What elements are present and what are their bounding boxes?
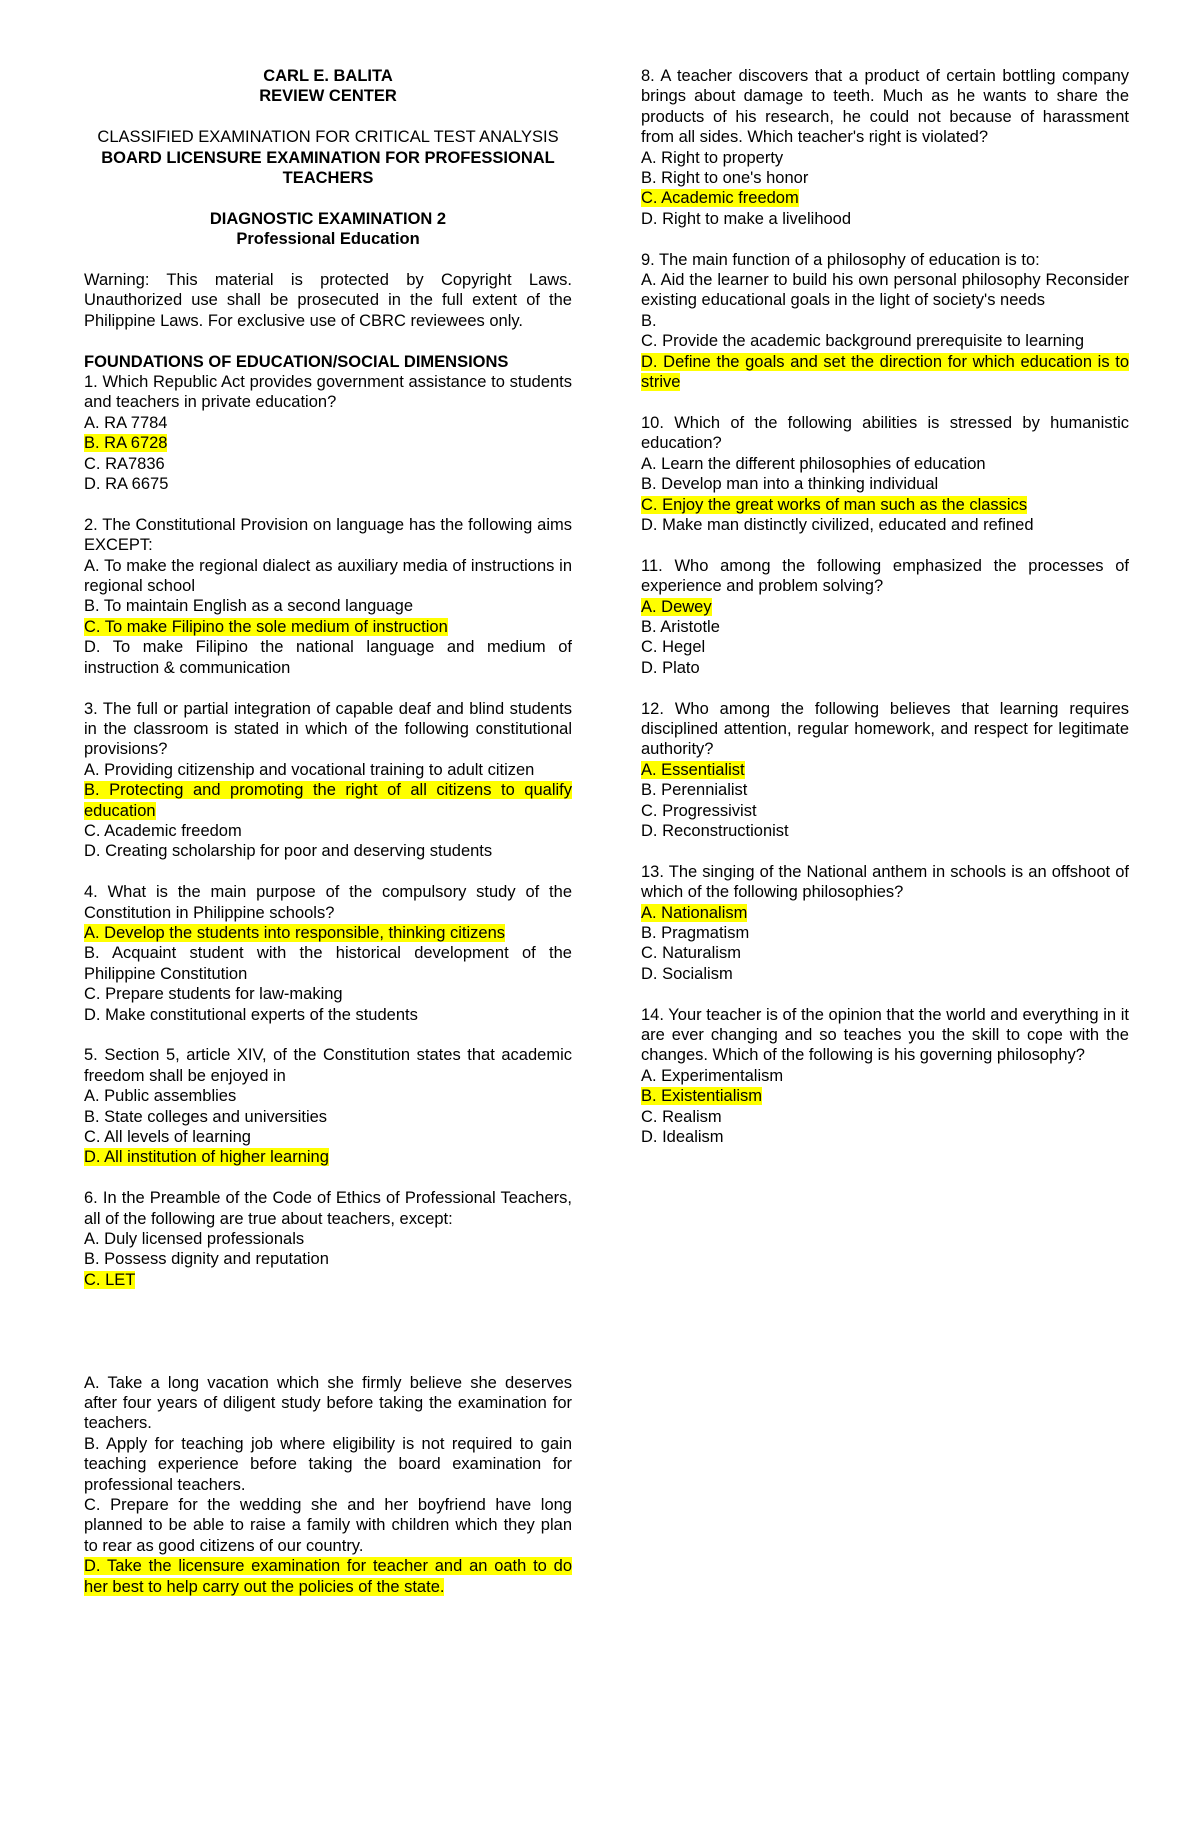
question-9	[641, 250, 1129, 393]
option-c: C. Naturalism	[641, 944, 741, 963]
option-b: B. To maintain English as a second language	[84, 597, 414, 616]
question-10	[641, 413, 1129, 535]
option-c-answer: C. Academic freedom	[641, 189, 799, 208]
option-c-answer: C. LET	[84, 1270, 136, 1289]
question-stem: 4. What is the main purpose of the compulsory study of the Constitution in Philippine schools?	[84, 883, 572, 922]
option-b: B. Possess dignity and reputation	[84, 1250, 329, 1269]
option-c-answer: C. To make Filipino the sole medium of instruction	[84, 617, 448, 636]
option-a: A. Learn the different philosophies of education	[641, 454, 986, 473]
header-subtitle: REVIEW CENTER	[259, 87, 397, 106]
option-c: C. RA7836	[84, 454, 165, 473]
option-d: D. Make man distinctly civilized, educated and refined	[641, 515, 1034, 534]
question-14	[641, 1005, 1129, 1148]
question-1	[84, 372, 572, 494]
option-c: C. Academic freedom	[84, 821, 242, 840]
option-c: C. Provide the academic background prerequisite to learning	[641, 332, 1085, 351]
option-d: D. RA 6675	[84, 475, 169, 494]
option-d: D. To make Filipino the national language and medium of instruction & communication	[84, 638, 572, 677]
option-a: A. Duly licensed professionals	[84, 1230, 305, 1249]
question-stem: 3. The full or partial integration of capable deaf and blind students in the classroom is stated in which of the following constitutional provisions?	[84, 699, 572, 759]
option-d: D. Plato	[641, 658, 700, 677]
question-stem: 13. The singing of the National anthem in schools is an offshoot of which of the following philosophies?	[641, 862, 1129, 902]
option-a-answer: A. Essentialist	[641, 760, 745, 779]
copyright-warning: Warning: This material is protected by Copyright Laws. Unauthorized use shall be prosecuted in the full extent of the Philippine Laws. For exclusive use of CBRC reviewees only.	[84, 271, 572, 330]
left-column	[84, 66, 572, 1617]
option-b: B. Develop man into a thinking individual	[641, 475, 939, 494]
question-11	[641, 556, 1129, 678]
option-d-answer: D. All institution of higher learning	[84, 1148, 329, 1167]
question-stem: 6. In the Preamble of the Code of Ethics of Professional Teachers, all of the following are true about teachers, except:	[84, 1189, 572, 1228]
option-a: A. RA 7784	[84, 413, 168, 432]
option-b-answer: B. Existentialism	[641, 1087, 763, 1106]
option-d-answer: D. Define the goals and set the direction for which education is to strive	[641, 352, 1129, 392]
question-stem: 1. Which Republic Act provides government assistance to students and teachers in private education?	[84, 373, 572, 412]
subject-title: Professional Education	[236, 230, 420, 249]
option-d: D. Creating scholarship for poor and deserving students	[84, 842, 493, 861]
option-c: C. Progressivist	[641, 801, 757, 820]
question-stem: 14. Your teacher is of the opinion that the world and everything in it are ever changing and so teaches you the skill to cope with the changes. Which of the following is his governing philosophy?	[641, 1005, 1129, 1065]
question-stem: 2. The Constitutional Provision on language has the following aims EXCEPT:	[84, 515, 572, 555]
option-c: C. Realism	[641, 1107, 722, 1126]
exam-classification: CLASSIFIED EXAMINATION FOR CRITICAL TEST ANALYSIS	[97, 128, 559, 147]
option-a: A. Providing citizenship and vocational training to adult citizen	[84, 760, 535, 779]
option-b: B.	[641, 311, 657, 330]
option-b: B. Apply for teaching job where eligibility is not required to gain teaching experience before taking the board examination for professional teachers.	[84, 1434, 572, 1494]
option-a-answer: A. Develop the students into responsible, thinking citizens	[84, 923, 505, 942]
option-d: D. Right to make a livelihood	[641, 209, 852, 228]
option-b-answer: B. RA 6728	[84, 434, 168, 453]
option-a-answer: A. Dewey	[641, 597, 712, 616]
option-c-answer: C. Enjoy the great works of man such as the classics	[641, 495, 1028, 514]
option-c: C. Prepare students for law-making	[84, 985, 343, 1004]
option-d: D. Make constitutional experts of the students	[84, 1005, 418, 1024]
question-7	[84, 1373, 572, 1597]
section-title: FOUNDATIONS OF EDUCATION/SOCIAL DIMENSIONS	[84, 352, 509, 371]
option-a: A. To make the regional dialect as auxiliary media of instructions in regional school	[84, 556, 572, 596]
option-b: B. Right to one's honor	[641, 169, 809, 188]
question-3	[84, 699, 572, 862]
diagnostic-title: DIAGNOSTIC EXAMINATION 2	[209, 209, 447, 228]
question-stem: 8. A teacher discovers that a product of certain bottling company brings about damage to teeth. Much as he wants to share the products of his research, he could not because of harassment from all sides. Which teacher's right is violated?	[641, 67, 1129, 147]
option-a: A. Experimentalism	[641, 1066, 784, 1085]
option-b: B. Pragmatism	[641, 923, 750, 942]
question-4	[84, 882, 572, 1025]
question-8	[641, 66, 1129, 229]
question-stem: 5. Section 5, article XIV, of the Constitution states that academic freedom shall be enjoyed in	[84, 1046, 572, 1085]
question-stem: 10. Which of the following abilities is stressed by humanistic education?	[641, 413, 1129, 453]
option-d: D. Idealism	[641, 1128, 724, 1147]
option-a-answer: A. Nationalism	[641, 903, 748, 922]
option-b: B. State colleges and universities	[84, 1107, 328, 1126]
question-12	[641, 699, 1129, 842]
option-d: D. Socialism	[641, 964, 733, 983]
question-6	[84, 1188, 572, 1290]
question-stem: 9. The main function of a philosophy of education is to:	[641, 250, 1040, 269]
question-stem: 12. Who among the following believes that learning requires disciplined attention, regular homework, and respect for legitimate authority?	[641, 699, 1129, 759]
header-title: CARL E. BALITA	[263, 67, 393, 85]
option-b-answer: B. Protecting and promoting the right of all citizens to qualify education	[84, 781, 572, 820]
option-a: A. Aid the learner to build his own personal philosophy Reconsider existing educational goals in the light of society's needs	[641, 271, 1129, 310]
option-d: D. Reconstructionist	[641, 821, 789, 840]
question-13	[641, 862, 1129, 984]
option-a: A. Take a long vacation which she firmly believe she deserves after four years of diligent study before taking the examination for teachers.	[84, 1373, 572, 1433]
option-b: B. Perennialist	[641, 781, 748, 800]
option-c: C. All levels of learning	[84, 1128, 251, 1146]
option-a: A. Public assemblies	[84, 1087, 237, 1106]
right-column	[641, 66, 1129, 1168]
option-a: A. Right to property	[641, 148, 784, 167]
board-exam-title: BOARD LICENSURE EXAMINATION FOR PROFESSIONAL TEACHERS	[101, 148, 555, 188]
option-c: C. Hegel	[641, 638, 706, 657]
option-b: B. Aristotle	[641, 617, 720, 636]
option-d-answer: D. Take the licensure examination for teacher and an oath to do her best to help carry out the policies of the state.	[84, 1557, 572, 1596]
option-b: B. Acquaint student with the historical development of the Philippine Constitution	[84, 944, 572, 983]
question-stem: 11. Who among the following emphasized the processes of experience and problem solving?	[641, 556, 1129, 596]
question-5	[84, 1045, 572, 1167]
option-c: C. Prepare for the wedding she and her boyfriend have long planned to be able to raise a family with children which they plan to rear as good citizens of our country.	[84, 1496, 572, 1555]
question-2	[84, 515, 572, 678]
